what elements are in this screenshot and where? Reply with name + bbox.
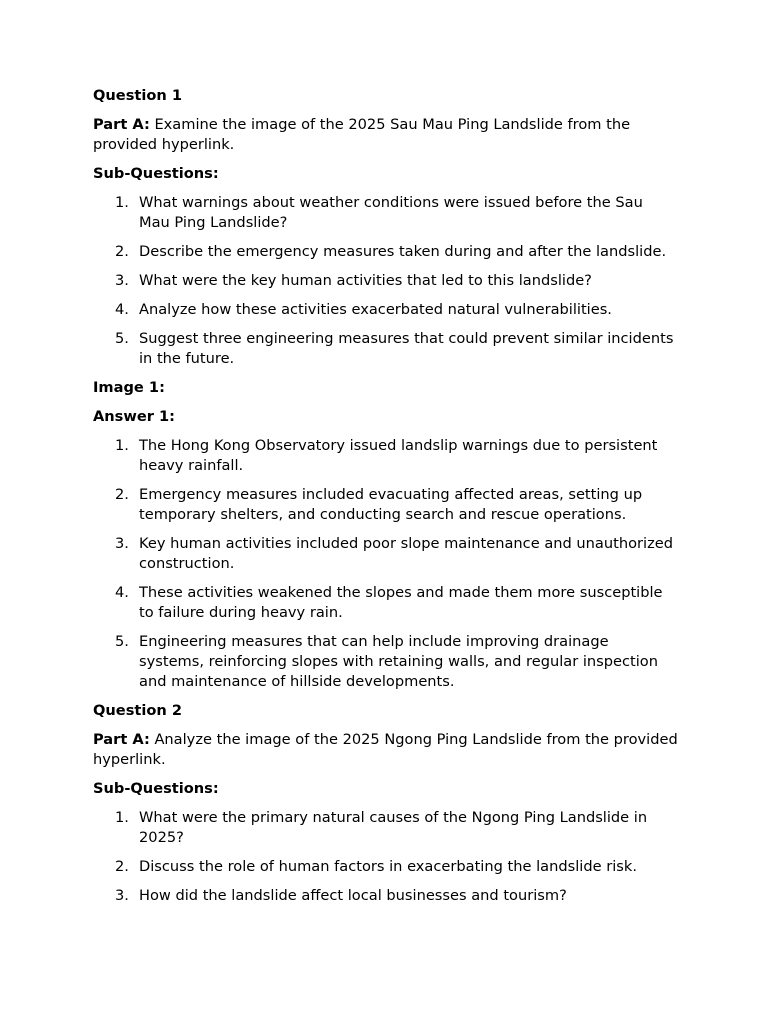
- list-item: 2. Discuss the role of human factors in exacerbating the landslide risk.: [115, 858, 637, 875]
- part-a-label: Part A:: [93, 731, 150, 748]
- question-1-heading: Question 1: [93, 87, 183, 104]
- list-item: 3. How did the landslide affect local businesses and tourism?: [115, 887, 567, 904]
- question-2-heading: Question 2: [93, 702, 183, 719]
- question-1-part-a: [93, 115, 678, 155]
- image-1-label: Image 1:: [93, 379, 165, 396]
- list-item: 5. Suggest three engineering measures that could prevent similar incidents in the future.: [115, 330, 674, 367]
- list-item: 2. Emergency measures included evacuating affected areas, setting up temporary shelters, and conducting search and rescue operations.: [115, 486, 643, 523]
- question-1-subquestions-heading: Sub-Questions:: [93, 165, 219, 182]
- question-2-subquestions-heading: Sub-Questions:: [93, 780, 219, 797]
- list-item: 3. What were the key human activities that led to this landslide?: [115, 272, 592, 289]
- part-a-label: Part A:: [93, 116, 150, 133]
- list-item: 2. Describe the emergency measures taken during and after the landslide.: [115, 243, 667, 260]
- question-2-part-a: [93, 730, 678, 770]
- part-a-text: Examine the image of the 2025 Sau Mau Ping Landslide from the provided hyperlink.: [93, 116, 631, 153]
- part-a-text: Analyze the image of the 2025 Ngong Ping Landslide from the provided hyperlink.: [93, 731, 678, 768]
- answer-1-heading: Answer 1:: [93, 408, 176, 425]
- list-item: 1. What warnings about weather conditions were issued before the Sau Mau Ping Landslide?: [115, 194, 643, 231]
- list-item: 4. Analyze how these activities exacerbated natural vulnerabilities.: [115, 301, 612, 318]
- question-2-subquestions-list: [93, 808, 678, 906]
- list-item: 4. These activities weakened the slopes and made them more susceptible to failure during heavy rain.: [115, 584, 663, 621]
- list-item: 5. Engineering measures that can help include improving drainage systems, reinforcing slopes with retaining walls, and regular inspection and maintenance of hillside developments.: [115, 633, 658, 690]
- document-page: [93, 86, 678, 915]
- list-item: 1. What were the primary natural causes of the Ngong Ping Landslide in 2025?: [115, 809, 648, 846]
- list-item: 3. Key human activities included poor slope maintenance and unauthorized construction.: [115, 535, 673, 572]
- list-item: 1. The Hong Kong Observatory issued landslip warnings due to persistent heavy rainfall.: [115, 437, 658, 474]
- question-1-subquestions-list: [93, 193, 678, 369]
- answer-1-list: [93, 436, 678, 692]
